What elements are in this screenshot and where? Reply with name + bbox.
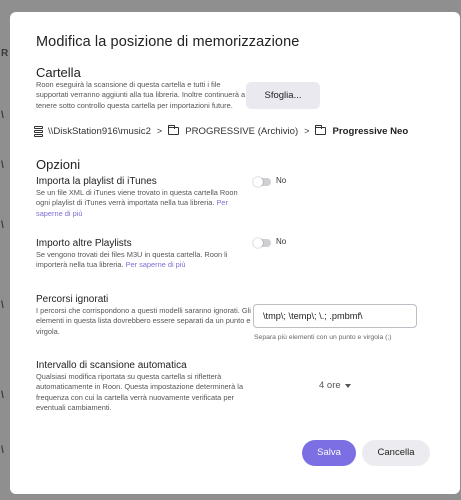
dialog-title: Modifica la posizione di memorizzazione — [36, 34, 300, 50]
cancel-button[interactable]: Cancella — [362, 440, 430, 466]
playlists-option-description — [36, 250, 251, 271]
itunes-toggle-state: No — [276, 176, 287, 185]
scan-interval-select[interactable] — [319, 380, 351, 391]
background-letter: \ — [1, 220, 4, 231]
ignored-paths-hint: Separa più elementi con un punto e virgola (;) — [254, 334, 392, 341]
background-letter: \ — [1, 110, 4, 121]
playlists-description-text: Se vengono trovati dei files M3U in questa cartella. Roon li importerà nella tua libreria. — [36, 250, 228, 270]
playlists-toggle-state: No — [276, 237, 287, 246]
breadcrumb-item-current[interactable]: Progressive Neo — [332, 125, 409, 137]
chevron-down-icon — [345, 384, 351, 388]
ignored-paths-input[interactable]: \tmp\; \temp\; \.; .pmbmf\ — [253, 304, 417, 328]
playlists-toggle[interactable] — [253, 239, 271, 247]
options-heading: Opzioni — [36, 157, 81, 172]
background-letter: R — [1, 48, 9, 59]
breadcrumb-item[interactable]: PROGRESSIVE (Archivio) — [185, 125, 299, 137]
scan-interval-value: 4 ore — [319, 380, 341, 391]
folder-icon — [168, 127, 179, 135]
breadcrumb-item[interactable]: \\DiskStation916\music2 — [48, 125, 151, 137]
background-letter: \ — [1, 445, 4, 456]
background-letter: \ — [1, 390, 4, 401]
browse-button[interactable]: Sfoglia... — [246, 82, 320, 109]
ignored-paths-label: Percorsi ignorati — [36, 294, 109, 305]
playlists-option-label: Importo altre Playlists — [36, 238, 132, 249]
itunes-option-description — [36, 188, 251, 219]
itunes-learn-more-link[interactable]: Per saperne di più — [36, 198, 228, 218]
breadcrumb-separator: > — [304, 126, 310, 136]
breadcrumb-separator: > — [156, 126, 163, 136]
itunes-option-label: Importa la playlist di iTunes — [36, 176, 157, 187]
folder-icon — [315, 127, 326, 135]
playlists-learn-more-link[interactable]: Per saperne di più — [125, 260, 186, 270]
scan-interval-label: Intervallo di scansione automatica — [36, 360, 187, 371]
folder-heading: Cartella — [36, 65, 81, 80]
folder-path-breadcrumb — [34, 124, 408, 138]
itunes-description-text: Se un file XML di iTunes viene trovato in questa cartella Roon ogni playlist di iTunes verrà importata nella tua libreria. — [36, 188, 238, 208]
storage-location-dialog — [10, 12, 460, 494]
folder-description: Roon eseguirà la scansione di questa cartella e tutti i file supportati verranno aggiunti alla tua libreria. Inoltre continuerà a tenere sotto controllo questa cartella per importazioni future. — [36, 80, 246, 110]
ignored-paths-description: I percorsi che corrispondono a questi modelli saranno ignorati. Gli elementi in questa lista dovrebbero essere separati da un punto e virgola. — [36, 306, 251, 336]
itunes-toggle[interactable] — [253, 178, 271, 186]
background-letter: \ — [1, 300, 4, 311]
network-drive-icon — [34, 126, 43, 137]
scan-interval-description: Qualsiasi modifica riportata su questa cartella si rifletterà automaticamente in Roon. Questa impostazione determinerà la frequenza con cui la cartella verrà nuovamente verificata per eventuali cambiamenti. — [36, 372, 244, 413]
save-button[interactable]: Salva — [302, 440, 356, 466]
background-letter: \ — [1, 160, 4, 171]
